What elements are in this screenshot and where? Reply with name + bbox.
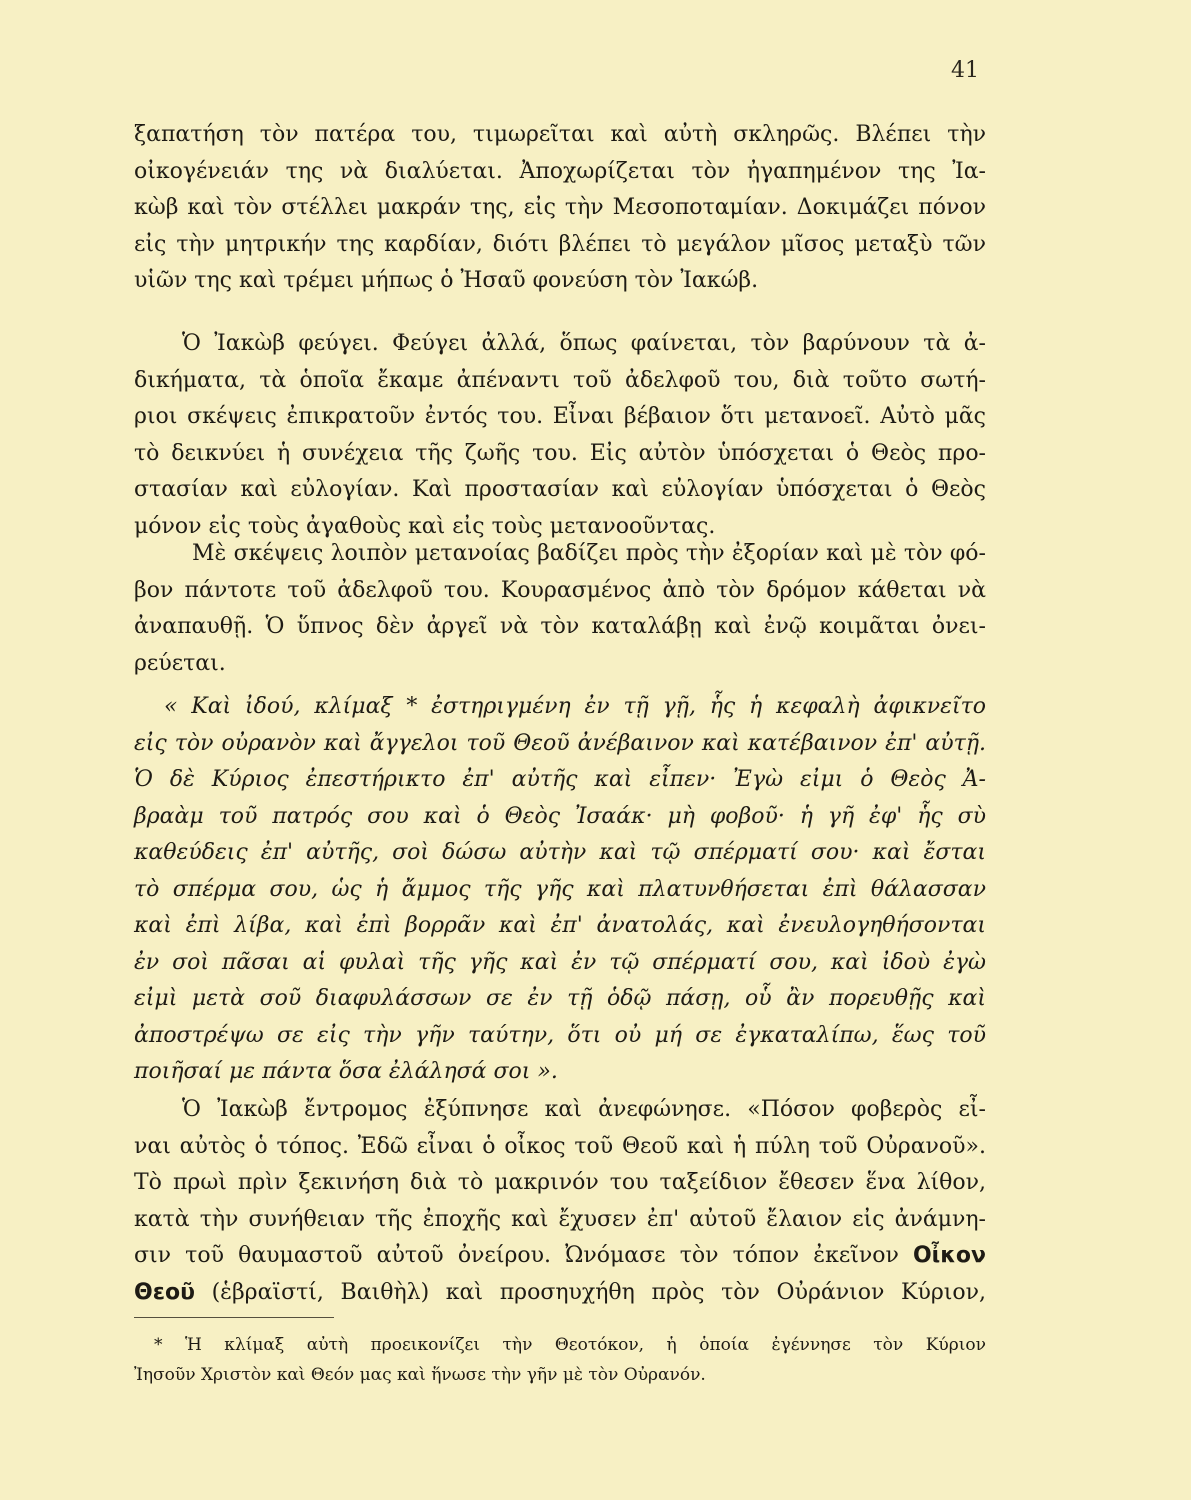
text-line: εἰς τὴν μητρικήν της καρδίαν, διότι βλέπει τὸ μεγάλον μῖσος μεταξὺ τῶν bbox=[134, 231, 986, 257]
text-line: δικήματα, τὰ ὁποῖα ἔκαμε ἀπέναντι τοῦ ἀδελφοῦ του, διὰ τοῦτο σωτή- bbox=[134, 367, 986, 393]
text-line: Τὸ πρωὶ πρὶν ξεκινήση διὰ τὸ μακρινόν του ταξείδιον ἔθεσεν ἕνα λίθον, bbox=[134, 1170, 986, 1195]
text-line: Ὁ Ἰακὼβ ἔντρομος ἐξύπνησε καὶ ἀνεφώνησε. «Πόσον φοβερὸς εἶ- bbox=[182, 1097, 986, 1122]
text-line: (ἑβραϊστί, Βαιθὴλ) καὶ προσηυχήθη πρὸς τὸν Οὐράνιον Κύριον, bbox=[211, 1279, 986, 1305]
text-line-with-bold bbox=[134, 1238, 986, 1275]
text-line-with-bold bbox=[134, 1275, 986, 1312]
quote-line: εἰμὶ μετὰ σοῦ διαφυλάσσων σε ἐν τῇ ὁδῷ πάσῃ, οὗ ἂν πορευθῇς καὶ bbox=[134, 986, 986, 1011]
text-line: στασίαν καὶ εὐλογίαν. Καὶ προστασίαν καὶ εὐλογίαν ὑπόσχεται ὁ Θεὸς bbox=[134, 477, 986, 502]
text-line: σιν τοῦ θαυμαστοῦ αὐτοῦ ὀνείρου. Ὠνόμασε τὸν τόπον ἐκεῖνον bbox=[134, 1243, 899, 1268]
quote-line: ἐν σοὶ πᾶσαι αἱ φυλαὶ τῆς γῆς καὶ ἐν τῷ σπέρματί σου, καὶ ἰδοὺ ἐγὼ bbox=[134, 949, 986, 975]
text-line: ριοι σκέψεις ἐπικρατοῦν ἐντός του. Εἶναι βέβαιον ὅτι μετανοεῖ. Αὐτὸ μᾶς bbox=[134, 404, 986, 429]
scripture-quote bbox=[134, 689, 986, 1091]
quote-line: τὸ σπέρμα σου, ὡς ἡ ἄμμος τῆς γῆς καὶ πλατυνθήσεται ἐπὶ θάλασσαν bbox=[134, 876, 986, 902]
text-line: τὸ δεικνύει ἡ συνέχεια τῆς ζωῆς του. Εἰς αὐτὸν ὑπόσχεται ὁ Θεὸς προ- bbox=[134, 440, 986, 466]
text-line: οἰκογένειάν της νὰ διαλύεται. Ἀποχωρίζεται τὸν ἠγαπημένον της Ἰα- bbox=[134, 158, 986, 184]
text-line: βον πάντοτε τοῦ ἀδελφοῦ του. Κουρασμένος ἀπὸ τὸν δρόμον κάθεται νὰ bbox=[134, 577, 986, 603]
text-line: ξαπατήση τὸν πατέρα του, τιμωρεῖται καὶ αὐτὴ σκληρῶς. Βλέπει τὴν bbox=[134, 122, 986, 147]
text-line: υἱῶν της καὶ τρέμει μήπως ὁ Ἠσαῦ φονεύση τὸν Ἰακώβ. bbox=[134, 268, 759, 293]
paragraph-4 bbox=[134, 1092, 986, 1311]
text-line: μόνον εἰς τοὺς ἀγαθοὺς καὶ εἰς τοὺς μετανοοῦντας. bbox=[134, 513, 716, 539]
text-line: Μὲ σκέψεις λοιπὸν μετανοίας βαδίζει πρὸς τὴν ἐξορίαν καὶ μὲ τὸν φό- bbox=[192, 541, 986, 566]
text-line: ἀναπαυθῇ. Ὁ ὕπνος δὲν ἀργεῖ νὰ τὸν καταλάβῃ καὶ ἐνῷ κοιμᾶται ὀνει- bbox=[134, 614, 986, 639]
quote-line: ποιῆσαί με πάντα ὅσα ἐλάλησά σοι ». bbox=[134, 1059, 558, 1084]
paragraph-2 bbox=[134, 326, 986, 545]
footnote-line: Ἰησοῦν Χριστὸν καὶ Θεόν μας καὶ ἥνωσε τὴν γῆν μὲ τὸν Οὐρανόν. bbox=[134, 1365, 706, 1385]
quote-line: καὶ ἐπὶ λίβα, καὶ ἐπὶ βορρᾶν καὶ ἐπ' ἀνατολάς, καὶ ἐνευλογηθήσονται bbox=[134, 913, 986, 938]
quote-line: βραὰμ τοῦ πατρός σου καὶ ὁ Θεὸς Ἰσαάκ· μὴ φοβοῦ· ἡ γῆ ἐφ' ἧς σὺ bbox=[134, 803, 986, 829]
quote-line: καθεύδεις ἐπ' αὐτῆς, σοὶ δώσω αὐτὴν καὶ τῷ σπέρματί σου· καὶ ἔσται bbox=[134, 840, 986, 865]
quote-line: ἀποστρέψω σε εἰς τὴν γῆν ταύτην, ὅτι οὐ μή σε ἐγκαταλίπω, ἕως τοῦ bbox=[134, 1022, 986, 1048]
text-line: ρεύεται. bbox=[134, 650, 226, 676]
quote-line: εἰς τὸν οὐρανὸν καὶ ἄγγελοι τοῦ Θεοῦ ἀνέβαινον καὶ κατέβαινον ἐπ' αὐτῇ. bbox=[134, 730, 986, 756]
bold-name-theou: Θεοῦ bbox=[134, 1279, 195, 1305]
text-line: κατὰ τὴν συνήθειαν τῆς ἐποχῆς καὶ ἔχυσεν ἐπ' αὐτοῦ ἔλαιον εἰς ἀνάμνη- bbox=[134, 1206, 986, 1232]
paragraph-3 bbox=[134, 536, 986, 682]
footnote-line: * Ἡ κλίμαξ αὐτὴ προεικονίζει τὴν Θεοτόκον, ἡ ὁποία ἐγέννησε τὸν Κύριον bbox=[154, 1335, 986, 1355]
quote-line: « Καὶ ἰδού, κλίμαξ * ἐστηριγμένη ἐν τῇ γῇ, ἧς ἡ κεφαλὴ ἀφικνεῖτο bbox=[164, 694, 986, 719]
text-line: ναι αὐτὸς ὁ τόπος. Ἐδῶ εἶναι ὁ οἶκος τοῦ Θεοῦ καὶ ἡ πύλη τοῦ Οὐρανοῦ». bbox=[134, 1133, 986, 1159]
footnote bbox=[134, 1330, 986, 1390]
quote-line: Ὁ δὲ Κύριος ἐπεστήρικτο ἐπ' αὐτῆς καὶ εἶπεν· Ἐγὼ εἰμι ὁ Θεὸς Ἀ- bbox=[134, 767, 986, 792]
footnote-divider bbox=[134, 1317, 334, 1318]
bold-name-oikon: Οἶκον bbox=[912, 1243, 986, 1268]
page-number: 41 bbox=[951, 58, 979, 83]
text-line: Ὁ Ἰακὼβ φεύγει. Φεύγει ἀλλά, ὅπως φαίνεται, τὸν βαρύνουν τὰ ἀ- bbox=[182, 331, 986, 356]
paragraph-1 bbox=[134, 117, 986, 300]
text-line: κὼβ καὶ τὸν στέλλει μακράν της, εἰς τὴν Μεσοποταμίαν. Δοκιμάζει πόνον bbox=[134, 195, 986, 220]
